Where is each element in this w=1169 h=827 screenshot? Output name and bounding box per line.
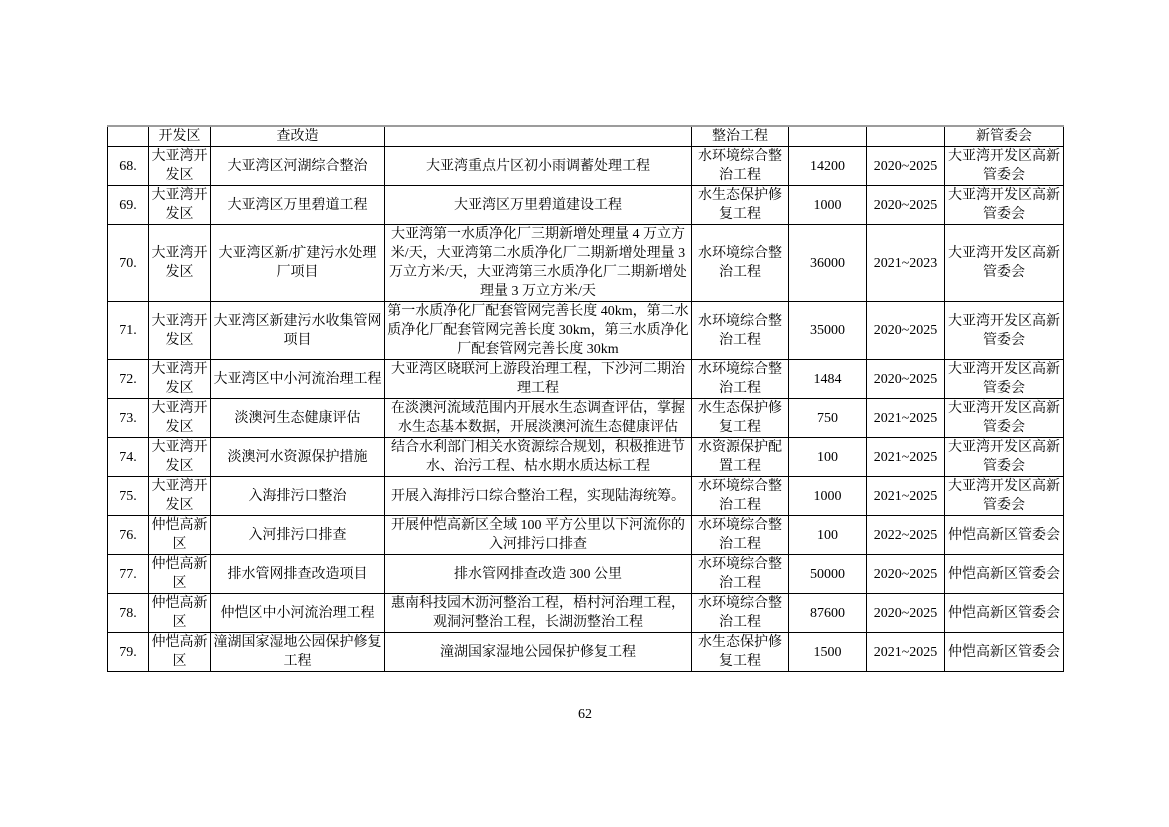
cell-responsible-unit: 仲恺高新区管委会 <box>945 594 1064 633</box>
cell-responsible-unit: 大亚湾开发区高新管委会 <box>945 360 1064 399</box>
cell-investment: 1000 <box>789 477 867 516</box>
cell-project-type: 水生态保护修复工程 <box>692 399 789 438</box>
table-row <box>108 225 1064 302</box>
cell-description: 开展仲恺高新区全域 100 平方公里以下河流你的入河排污口排查 <box>385 516 692 555</box>
cell-district: 大亚湾开发区 <box>149 225 211 302</box>
cell-description: 排水管网排查改造 300 公里 <box>385 555 692 594</box>
cell-project-name: 入海排污口整治 <box>211 477 385 516</box>
cell-project-type: 水环境综合整治工程 <box>692 555 789 594</box>
cell-project-type: 水环境综合整治工程 <box>692 147 789 186</box>
cell-district: 仲恺高新区 <box>149 594 211 633</box>
cell-period: 2021~2025 <box>867 399 945 438</box>
cell-description: 大亚湾区晓联河上游段治理工程，下沙河二期治理工程 <box>385 360 692 399</box>
cell-project-type: 水环境综合整治工程 <box>692 594 789 633</box>
cell-project-name: 大亚湾区中小河流治理工程 <box>211 360 385 399</box>
cell-project-name: 仲恺区中小河流治理工程 <box>211 594 385 633</box>
cell-period: 2021~2025 <box>867 438 945 477</box>
cell-description: 在淡澳河流域范围内开展水生态调查评估，掌握水生态基本数据，开展淡澳河流生态健康评估 <box>385 399 692 438</box>
cell-description: 潼湖国家湿地公园保护修复工程 <box>385 633 692 672</box>
cell-description: 大亚湾第一水质净化厂三期新增处理量 4 万立方米/天，大亚湾第二水质净化厂二期新增处理量 3 万立方米/天，大亚湾第三水质净化厂二期新增处理量 3 万立方米/天 <box>385 225 692 302</box>
cell-row-number: 70. <box>108 225 149 302</box>
cell-investment: 100 <box>789 516 867 555</box>
cell-district: 大亚湾开发区 <box>149 186 211 225</box>
cell-project-type: 水环境综合整治工程 <box>692 225 789 302</box>
table-row <box>108 555 1064 594</box>
cell-investment: 1000 <box>789 186 867 225</box>
cell-investment: 1500 <box>789 633 867 672</box>
cell-period: 2020~2025 <box>867 594 945 633</box>
cell-investment: 36000 <box>789 225 867 302</box>
cell-investment: 87600 <box>789 594 867 633</box>
cell-investment: 750 <box>789 399 867 438</box>
cell-period <box>867 126 945 147</box>
cell-investment: 14200 <box>789 147 867 186</box>
table-row <box>108 594 1064 633</box>
cell-project-type: 水环境综合整治工程 <box>692 302 789 360</box>
cell-project-name: 查改造 <box>211 126 385 147</box>
projects-table <box>107 125 1064 672</box>
cell-row-number: 76. <box>108 516 149 555</box>
cell-district: 大亚湾开发区 <box>149 399 211 438</box>
cell-responsible-unit: 仲恺高新区管委会 <box>945 516 1064 555</box>
cell-row-number: 71. <box>108 302 149 360</box>
cell-responsible-unit: 仲恺高新区管委会 <box>945 633 1064 672</box>
table-row <box>108 477 1064 516</box>
cell-description: 结合水利部门相关水资源综合规划，积极推进节水、治污工程、枯水期水质达标工程 <box>385 438 692 477</box>
cell-row-number: 69. <box>108 186 149 225</box>
cell-investment: 1484 <box>789 360 867 399</box>
table-row <box>108 438 1064 477</box>
cell-district: 开发区 <box>149 126 211 147</box>
cell-period: 2021~2025 <box>867 477 945 516</box>
cell-period: 2022~2025 <box>867 516 945 555</box>
cell-project-name: 潼湖国家湿地公园保护修复工程 <box>211 633 385 672</box>
cell-investment: 100 <box>789 438 867 477</box>
cell-project-type: 水环境综合整治工程 <box>692 477 789 516</box>
cell-description: 惠南科技园木沥河整治工程，梧村河治理工程，观洞河整治工程，长湖沥整治工程 <box>385 594 692 633</box>
cell-project-type: 水资源保护配置工程 <box>692 438 789 477</box>
cell-row-number: 78. <box>108 594 149 633</box>
cell-period: 2020~2025 <box>867 302 945 360</box>
cell-project-name: 淡澳河生态健康评估 <box>211 399 385 438</box>
cell-project-name: 大亚湾区河湖综合整治 <box>211 147 385 186</box>
cell-district: 大亚湾开发区 <box>149 438 211 477</box>
cell-project-type: 水环境综合整治工程 <box>692 360 789 399</box>
cell-responsible-unit: 仲恺高新区管委会 <box>945 555 1064 594</box>
cell-description: 大亚湾重点片区初小雨调蓄处理工程 <box>385 147 692 186</box>
cell-project-type: 水生态保护修复工程 <box>692 186 789 225</box>
cell-project-type: 水生态保护修复工程 <box>692 633 789 672</box>
cell-responsible-unit: 大亚湾开发区高新管委会 <box>945 147 1064 186</box>
cell-district: 大亚湾开发区 <box>149 360 211 399</box>
table-row <box>108 516 1064 555</box>
cell-row-number: 68. <box>108 147 149 186</box>
continuation-row <box>108 126 1064 147</box>
cell-district: 仲恺高新区 <box>149 516 211 555</box>
table-row <box>108 147 1064 186</box>
table-row <box>108 633 1064 672</box>
cell-description: 开展入海排污口综合整治工程，实现陆海统筹。 <box>385 477 692 516</box>
cell-responsible-unit: 大亚湾开发区高新管委会 <box>945 302 1064 360</box>
cell-responsible-unit: 大亚湾开发区高新管委会 <box>945 438 1064 477</box>
cell-investment: 35000 <box>789 302 867 360</box>
cell-project-name: 淡澳河水资源保护措施 <box>211 438 385 477</box>
cell-period: 2021~2025 <box>867 633 945 672</box>
cell-project-name: 入河排污口排查 <box>211 516 385 555</box>
table-row <box>108 302 1064 360</box>
cell-investment: 50000 <box>789 555 867 594</box>
cell-row-number: 74. <box>108 438 149 477</box>
table-row <box>108 186 1064 225</box>
cell-period: 2021~2023 <box>867 225 945 302</box>
cell-description: 第一水质净化厂配套管网完善长度 40km，第二水质净化厂配套管网完善长度 30km，第三水质净化厂配套管网完善长度 30km <box>385 302 692 360</box>
cell-description <box>385 126 692 147</box>
cell-project-name: 大亚湾区新/扩建污水处理厂项目 <box>211 225 385 302</box>
cell-project-name: 大亚湾区新建污水收集管网项目 <box>211 302 385 360</box>
cell-period: 2020~2025 <box>867 360 945 399</box>
cell-district: 仲恺高新区 <box>149 633 211 672</box>
table-row <box>108 360 1064 399</box>
cell-project-type: 水环境综合整治工程 <box>692 516 789 555</box>
cell-district: 大亚湾开发区 <box>149 147 211 186</box>
cell-row-number: 75. <box>108 477 149 516</box>
cell-responsible-unit: 大亚湾开发区高新管委会 <box>945 477 1064 516</box>
cell-row-number: 72. <box>108 360 149 399</box>
projects-table-body <box>108 126 1064 672</box>
cell-row-number: 79. <box>108 633 149 672</box>
cell-description: 大亚湾区万里碧道建设工程 <box>385 186 692 225</box>
cell-district: 仲恺高新区 <box>149 555 211 594</box>
cell-investment <box>789 126 867 147</box>
cell-period: 2020~2025 <box>867 186 945 225</box>
cell-responsible-unit: 大亚湾开发区高新管委会 <box>945 186 1064 225</box>
cell-row-number: 77. <box>108 555 149 594</box>
cell-responsible-unit: 大亚湾开发区高新管委会 <box>945 399 1064 438</box>
cell-project-name: 排水管网排查改造项目 <box>211 555 385 594</box>
cell-project-type: 整治工程 <box>692 126 789 147</box>
cell-row-number <box>108 126 149 147</box>
cell-responsible-unit: 大亚湾开发区高新管委会 <box>945 225 1064 302</box>
cell-responsible-unit: 新管委会 <box>945 126 1064 147</box>
cell-project-name: 大亚湾区万里碧道工程 <box>211 186 385 225</box>
cell-row-number: 73. <box>108 399 149 438</box>
cell-period: 2020~2025 <box>867 555 945 594</box>
page-number: 62 <box>578 707 592 722</box>
cell-period: 2020~2025 <box>867 147 945 186</box>
table-row <box>108 399 1064 438</box>
cell-district: 大亚湾开发区 <box>149 477 211 516</box>
cell-district: 大亚湾开发区 <box>149 302 211 360</box>
